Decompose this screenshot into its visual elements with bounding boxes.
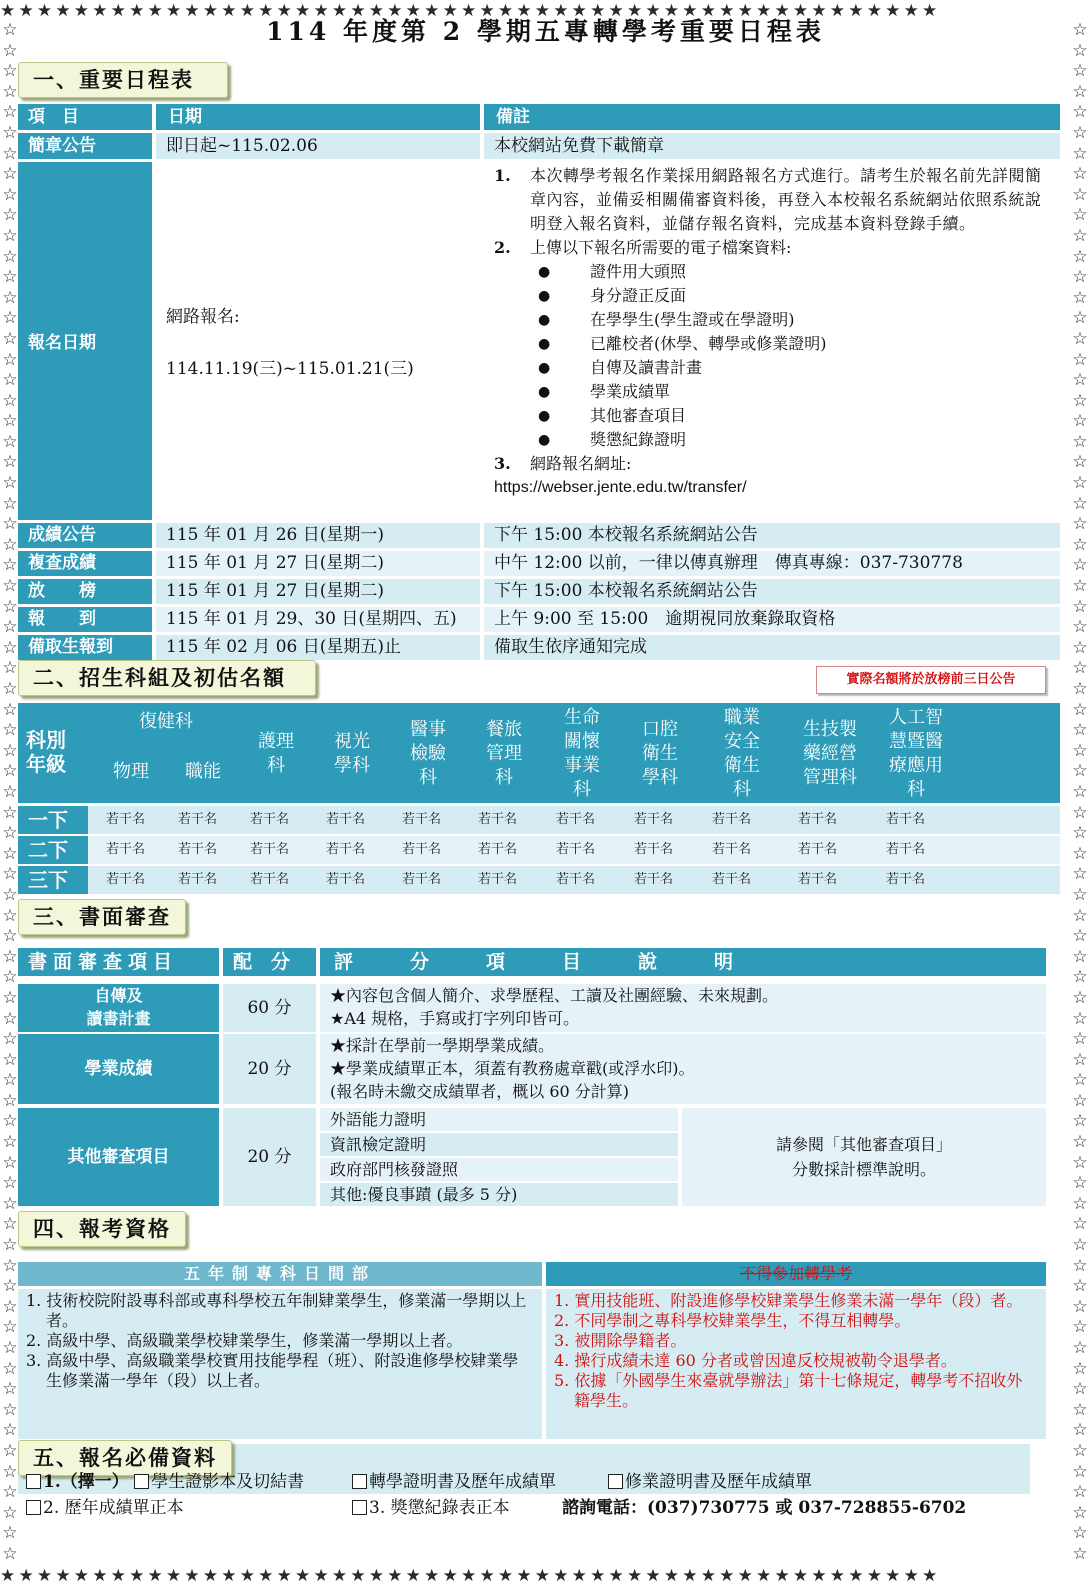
schedule-date-registration bbox=[156, 162, 480, 520]
eligibility-left-item: 1. 技術校院附設專科部或專科學校五年制肄業學生，修業滿一學期以上者。 bbox=[26, 1291, 527, 1330]
quota-group-rehab: 復健科 bbox=[139, 711, 193, 732]
eligibility-right-header: 不得參加轉學考 bbox=[546, 1262, 1046, 1286]
review-item-grades: 學業成績 bbox=[18, 1034, 219, 1104]
upload-bullet-item bbox=[494, 308, 1050, 332]
eligibility-left-list bbox=[18, 1289, 542, 1439]
quota-corner: 科別 年級 bbox=[26, 728, 66, 776]
schedule-date-results: 115 年 01 月 26 日(星期一) bbox=[156, 523, 480, 548]
schedule-header-note: 備註 bbox=[484, 104, 1060, 130]
checkbox-student-id[interactable] bbox=[134, 1474, 149, 1489]
review-item-other: 其他審查項目 bbox=[18, 1108, 219, 1206]
quota-value: 若干名 bbox=[798, 872, 838, 887]
schedule-note-release: 下午 15:00 本校報名系統網站公告 bbox=[484, 579, 1060, 604]
schedule-note-announcement: 本校網站免費下載簡章 bbox=[484, 133, 1060, 159]
eligibility-right-item: 4. 操行成績未達 60 分者或曾因違反校規被勒令退學者。 bbox=[554, 1351, 957, 1370]
quota-value: 若干名 bbox=[798, 842, 838, 857]
quota-dept-header: 視光 學科 bbox=[334, 731, 370, 776]
quota-value: 若干名 bbox=[178, 872, 218, 887]
schedule-item-announcement: 簡章公告 bbox=[18, 133, 152, 159]
quota-dept-header: 護理 科 bbox=[258, 731, 294, 776]
review-header-score: 配 分 bbox=[223, 948, 316, 976]
upload-bullet-item bbox=[494, 356, 1050, 380]
quota-value: 若干名 bbox=[326, 872, 366, 887]
registration-step-2: 上傳以下報名所需要的電子檔案資料: bbox=[530, 238, 792, 257]
quota-value: 若干名 bbox=[402, 872, 442, 887]
quota-value: 若干名 bbox=[712, 842, 752, 857]
bullet-icon: ● bbox=[538, 408, 551, 424]
schedule-date-release: 115 年 01 月 27 日(星期二) bbox=[156, 579, 480, 604]
quota-value: 若干名 bbox=[326, 812, 366, 827]
quota-value: 若干名 bbox=[712, 812, 752, 827]
section-2-label: 二、招生科組及初估名額 bbox=[18, 660, 316, 696]
review-other-note: 請參閱「其他審查項目」 分數採計標準說明。 bbox=[682, 1108, 1046, 1206]
quota-value: 若干名 bbox=[106, 842, 146, 857]
review-item-autobiography: 自傳及 讀書計畫 bbox=[18, 984, 219, 1032]
bullet-icon: ● bbox=[538, 264, 551, 280]
quota-dept-header: 生技製 藥經營 管理科 bbox=[803, 719, 857, 788]
document-title: 114 年度第 2 學期五專轉學考重要日程表 bbox=[266, 17, 825, 46]
review-score-autobiography: 60 分 bbox=[223, 984, 316, 1032]
upload-bullet-item bbox=[494, 404, 1050, 428]
upload-bullet-text: 在學學生(學生證或在學證明) bbox=[590, 310, 795, 329]
quota-value: 若干名 bbox=[478, 812, 518, 827]
eligibility-right-list bbox=[546, 1289, 1046, 1439]
quota-value: 若干名 bbox=[250, 872, 290, 887]
quota-dept-header: 物理 bbox=[113, 761, 149, 782]
upload-bullet-text: 其他審查項目 bbox=[590, 406, 687, 425]
registration-date-range: 114.11.19(三)~115.01.21(三) bbox=[166, 359, 414, 379]
quota-dept-header: 餐旅 管理 科 bbox=[486, 719, 522, 788]
quota-dept-header: 職能 bbox=[185, 761, 221, 782]
schedule-item-review: 複查成績 bbox=[18, 551, 152, 576]
star-border-bottom: ★★★★★★★★★★★★★★★★★★★★★★★★★★★★★★★★★★★★★★★★★★★★★★★★★★★ bbox=[0, 1566, 941, 1586]
quota-value: 若干名 bbox=[886, 872, 926, 887]
star-border-top: ★★★★★★★★★★★★★★★★★★★★★★★★★★★★★★★★★★★★★★★★★★★★★★★★★★★ bbox=[0, 1, 941, 21]
eligibility-right-item: 3. 被開除學籍者。 bbox=[554, 1331, 687, 1350]
schedule-date-waitlist: 115 年 02 月 06 日(星期五)止 bbox=[156, 635, 480, 660]
bullet-icon: ● bbox=[538, 312, 551, 328]
quota-value: 若干名 bbox=[556, 872, 596, 887]
star-border-right: ☆ ☆ ☆ ☆ ☆ ☆ ☆ ☆ ☆ ☆ ☆ ☆ ☆ ☆ ☆ ☆ ☆ ☆ ☆ ☆ ☆ ☆ ☆ ☆ ☆ ☆ ☆ ☆ ☆ ☆ ☆ ☆ ☆ ☆ ☆ ☆ ☆ ☆ ☆ ☆ ☆ ☆ ☆ ☆ ☆ ☆ ☆ ☆ ☆ ☆ ☆ ☆ ☆ ☆ ☆ ☆ ☆ ☆ ☆ ☆ ☆ ☆ ☆ ☆ ☆ ☆ ☆ ☆ ☆ ☆ ☆ ☆ ☆ ☆ ☆ bbox=[1072, 20, 1088, 1564]
quota-value: 若干名 bbox=[634, 872, 674, 887]
checkbox-option-1[interactable] bbox=[26, 1474, 41, 1489]
quota-grade-label: 一下 bbox=[18, 806, 88, 834]
schedule-date-announcement: 即日起~115.02.06 bbox=[156, 133, 480, 159]
checkbox-transcript[interactable] bbox=[26, 1500, 41, 1515]
document-option-transfer: 轉學證明書及歷年成績單 bbox=[352, 1470, 556, 1494]
schedule-header-item: 項 目 bbox=[18, 104, 152, 130]
schedule-item-results: 成績公告 bbox=[18, 523, 152, 548]
quota-value: 若干名 bbox=[634, 842, 674, 857]
upload-bullet-text: 證件用大頭照 bbox=[590, 262, 687, 281]
upload-bullet-item bbox=[494, 428, 1050, 452]
upload-bullet-item bbox=[494, 380, 1050, 404]
quota-value: 若干名 bbox=[798, 812, 838, 827]
schedule-header-date: 日期 bbox=[156, 104, 480, 130]
review-desc-autobiography: ★內容包含個人簡介、求學歷程、工讀及社團經驗、未來規劃。 ★A4 規格，手寫或打字列印皆可。 bbox=[320, 984, 1046, 1032]
review-score-other: 20 分 bbox=[223, 1108, 316, 1206]
schedule-note-results: 下午 15:00 本校報名系統網站公告 bbox=[484, 523, 1060, 548]
upload-bullet-text: 身分證正反面 bbox=[590, 286, 687, 305]
bullet-icon: ● bbox=[538, 360, 551, 376]
upload-bullet-item bbox=[494, 260, 1050, 284]
upload-bullet-text: 自傳及讀書計畫 bbox=[590, 358, 703, 377]
quota-grade-label: 三下 bbox=[18, 866, 88, 894]
upload-bullet-text: 已離校者(休學、轉學或修業證明) bbox=[590, 334, 827, 353]
quota-grade-label: 二下 bbox=[18, 836, 88, 864]
bullet-icon: ● bbox=[538, 432, 551, 448]
section-4-label: 四、報考資格 bbox=[18, 1211, 186, 1247]
quota-value: 若干名 bbox=[250, 812, 290, 827]
upload-bullet-list bbox=[494, 260, 1050, 452]
quota-value: 若干名 bbox=[106, 872, 146, 887]
eligibility-right-item: 1. 實用技能班、附設進修學校肄業學生修業未滿一學年（段）者。 bbox=[554, 1291, 1023, 1310]
bullet-icon: ● bbox=[538, 384, 551, 400]
eligibility-left-item: 3. 高級中學、高級職業學校實用技能學程（班）、附設進修學校肄業學生修業滿一學年（段）以上者。 bbox=[26, 1351, 519, 1390]
schedule-note-registration: 1. 本次轉學考報名作業採用網路報名方式進行。請考生於報名前先詳閱簡章內容，並備妥相關備審資料後，再登入本校報名系統網站依照系統說明登入報名資料，並儲存報名資料，完成基本資料登錄手續。 2. 上傳以下報名所需要的電子檔案資料: ● 證件用大頭照 ● 身分證正反面 ● 在學學生(學生證或在學證明) ● 已離校者(休學、轉學或修業證明) ● 自傳及讀書計畫 ● 學業成績單 ● 其他審查項目 ● 獎懲紀錄證明 3. 網路報名網址: https://webser.jente.edu.tw/transfer/ bbox=[484, 162, 1060, 520]
quota-value: 若干名 bbox=[886, 812, 926, 827]
schedule-note-enroll: 上午 9:00 至 15:00 逾期視同放棄錄取資格 bbox=[484, 607, 1060, 632]
schedule-item-enroll: 報 到 bbox=[18, 607, 152, 632]
upload-bullet-text: 學業成績單 bbox=[590, 382, 671, 401]
quota-value: 若干名 bbox=[402, 842, 442, 857]
quota-value: 若干名 bbox=[712, 872, 752, 887]
quota-dept-header: 職業 安全 衛生 科 bbox=[724, 707, 760, 800]
schedule-note-review: 中午 12:00 以前，一律以傳真辦理 傳真專線：037-730778 bbox=[484, 551, 1060, 576]
quota-dept-header: 醫事 檢驗 科 bbox=[410, 719, 446, 788]
review-other-line: 其他:優良事蹟 (最多 5 分) bbox=[320, 1183, 678, 1206]
document-option-1: 1.（擇一） 學生證影本及切結書 bbox=[26, 1470, 304, 1494]
section-3-label: 三、書面審查 bbox=[18, 899, 186, 935]
checkbox-study-cert[interactable] bbox=[608, 1474, 623, 1489]
upload-bullet-text: 獎懲紀錄證明 bbox=[590, 430, 687, 449]
quota-value: 若干名 bbox=[250, 842, 290, 857]
checkbox-discipline-record[interactable] bbox=[352, 1500, 367, 1515]
checkbox-transfer-cert[interactable] bbox=[352, 1474, 367, 1489]
registration-url-link[interactable]: https://webser.jente.edu.tw/transfer/ bbox=[494, 479, 747, 496]
quota-value: 若干名 bbox=[178, 842, 218, 857]
quota-value: 若干名 bbox=[106, 812, 146, 827]
eligibility-right-item: 2. 不同學制之專科學校肄業學生，不得互相轉學。 bbox=[554, 1311, 911, 1330]
quota-value: 若干名 bbox=[556, 812, 596, 827]
eligibility-right-item: 5. 依據「外國學生來臺就學辦法」第十七條規定，轉學考不招收外籍學生。 bbox=[554, 1371, 1023, 1410]
star-border-left: ☆ ☆ ☆ ☆ ☆ ☆ ☆ ☆ ☆ ☆ ☆ ☆ ☆ ☆ ☆ ☆ ☆ ☆ ☆ ☆ ☆ ☆ ☆ ☆ ☆ ☆ ☆ ☆ ☆ ☆ ☆ ☆ ☆ ☆ ☆ ☆ ☆ ☆ ☆ ☆ ☆ ☆ ☆ ☆ ☆ ☆ ☆ ☆ ☆ ☆ ☆ ☆ ☆ ☆ ☆ ☆ ☆ ☆ ☆ ☆ ☆ ☆ ☆ ☆ ☆ ☆ ☆ ☆ ☆ ☆ ☆ ☆ ☆ ☆ ☆ bbox=[2, 20, 18, 1564]
registration-step-3: 網路報名網址: bbox=[530, 454, 632, 473]
quota-notice-badge: 實際名額將於放榜前三日公告 bbox=[816, 666, 1046, 694]
review-header-desc: 評 分 項 目 說 明 bbox=[320, 948, 1046, 976]
schedule-date-enroll: 115 年 01 月 29、30 日(星期四、五) bbox=[156, 607, 480, 632]
schedule-item-waitlist: 備取生報到 bbox=[18, 635, 152, 660]
review-other-line: 政府部門核發證照 bbox=[320, 1158, 678, 1181]
quota-value: 若干名 bbox=[886, 842, 926, 857]
document-option-study: 修業證明書及歷年成績單 bbox=[608, 1470, 812, 1494]
registration-step-1: 本次轉學考報名作業採用網路報名方式進行。請考生於報名前先詳閱簡章內容，並備妥相關備審資料後，再登入本校報名系統網站依照系統說明登入報名資料，並儲存報名資料，完成基本資料登錄手續。 bbox=[530, 166, 1042, 233]
quota-value: 若干名 bbox=[556, 842, 596, 857]
review-score-grades: 20 分 bbox=[223, 1034, 316, 1104]
contact-phone: 諮詢電話：(037)730775 或 037-728855-6702 bbox=[562, 1498, 967, 1518]
bullet-icon: ● bbox=[538, 288, 551, 304]
schedule-item-release: 放 榜 bbox=[18, 579, 152, 604]
upload-bullet-item bbox=[494, 284, 1050, 308]
quota-value: 若干名 bbox=[402, 812, 442, 827]
registration-date-label: 網路報名: bbox=[166, 307, 240, 327]
review-other-line: 外語能力證明 bbox=[320, 1108, 678, 1131]
quota-dept-header: 生命 關懷 事業 科 bbox=[564, 707, 600, 800]
eligibility-left-item: 2. 高級中學、高級職業學校肄業學生，修業滿一學期以上者。 bbox=[26, 1331, 463, 1350]
quota-value: 若干名 bbox=[478, 872, 518, 887]
section-5-label: 五、報名必備資料 bbox=[18, 1440, 232, 1476]
review-desc-grades: ★採計在學前一學期學業成績。 ★學業成績單正本，須蓋有教務處章戳(或浮水印)。 (報名時未繳交成績單者，概以 60 分計算) bbox=[320, 1034, 1046, 1104]
document-option-2: 2. 歷年成績單正本 bbox=[26, 1496, 184, 1520]
schedule-note-waitlist: 備取生依序通知完成 bbox=[484, 635, 1060, 660]
quota-value: 若干名 bbox=[326, 842, 366, 857]
upload-bullet-item bbox=[494, 332, 1050, 356]
quota-value: 若干名 bbox=[178, 812, 218, 827]
section-1-label: 一、重要日程表 bbox=[18, 62, 228, 98]
quota-dept-header: 人工智 慧暨醫 療應用 科 bbox=[889, 707, 943, 800]
quota-value: 若干名 bbox=[478, 842, 518, 857]
bullet-icon: ● bbox=[538, 336, 551, 352]
quota-dept-header: 口腔 衛生 學科 bbox=[642, 719, 678, 788]
document-option-3: 3. 獎懲紀錄表正本 bbox=[352, 1496, 510, 1520]
schedule-item-registration: 報名日期 bbox=[18, 162, 152, 520]
review-other-line: 資訊檢定證明 bbox=[320, 1133, 678, 1156]
quota-value: 若干名 bbox=[634, 812, 674, 827]
review-header-item: 書面審查項目 bbox=[18, 948, 219, 976]
eligibility-left-header: 五年制專科日間部 bbox=[18, 1262, 542, 1286]
schedule-date-review: 115 年 01 月 27 日(星期二) bbox=[156, 551, 480, 576]
